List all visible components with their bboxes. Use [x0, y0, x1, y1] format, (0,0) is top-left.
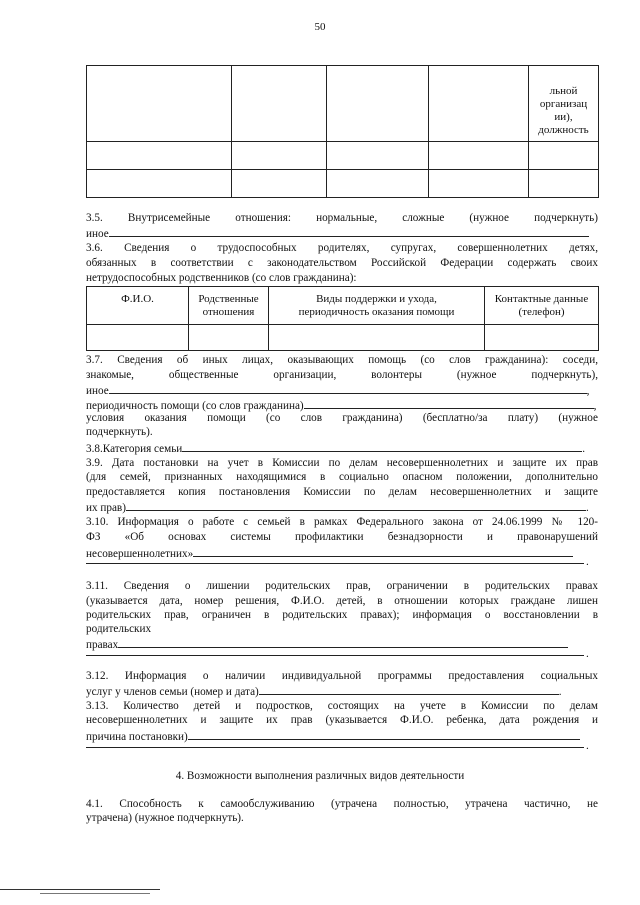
s35-other: иное	[86, 225, 598, 241]
s37-line2: знакомые, общественные организации, волонтеры (нужное подчеркнуть),	[86, 369, 598, 381]
section-4-title: 4. Возможности выполнения различных видов деятельности	[175, 770, 465, 782]
s37-other: иное ,	[86, 382, 598, 398]
table-cell	[232, 66, 327, 142]
table-row	[87, 170, 599, 198]
s310-line1: 3.10. Информация о работе с семьей в рамках Федерального закона от 24.06.1999 № 120-	[86, 516, 598, 528]
s38-field[interactable]	[182, 440, 582, 452]
s37-line1: 3.7. Сведения об иных лицах, оказывающих помощь (со слов гражданина): соседи,	[86, 354, 598, 366]
s39-line1: 3.9. Дата постановки на учет в Комиссии по делам несовершеннолетних и защите их прав	[86, 457, 598, 469]
table-header-row	[87, 287, 599, 325]
s37-line5: условия оказания помощи (со слов гражданина) (бесплатно/за плату) (нужное	[86, 412, 598, 424]
s36-line2: обязанных в соответствии с законодательством Российской Федерации содержать своих	[86, 257, 598, 269]
s311-field[interactable]	[118, 636, 568, 648]
s39-line4: их прав) .	[86, 499, 598, 515]
s38-family-category: 3.8.Категория семьи .	[86, 440, 598, 456]
s310-line3: несовершеннолетних»	[86, 545, 598, 561]
s39-line3: предоставляется копия постановления Комиссии по делам несовершеннолетних и защите	[86, 486, 598, 498]
table-row	[87, 142, 599, 170]
s313-field[interactable]	[188, 728, 580, 740]
s37-other-field[interactable]	[109, 382, 587, 394]
s41-line1: 4.1. Способность к самообслуживанию (утрачена полностью, утрачена частично, не	[86, 798, 598, 810]
s313-line3: причина постановки)	[86, 728, 598, 744]
s311-line5: правах	[86, 636, 598, 652]
s39-field[interactable]	[126, 499, 586, 511]
s313-line1: 3.13. Количество детей и подростков, состоящих на учете в Комиссии по делам	[86, 700, 598, 712]
page-number: 50	[314, 21, 326, 33]
s311-extra-line[interactable]	[86, 655, 584, 656]
s35-line1: 3.5. Внутрисемейные отношения: нормальные, сложные (нужное подчеркнуть)	[86, 212, 598, 224]
continuation-table	[86, 65, 599, 198]
footer-rule-secondary	[40, 893, 150, 894]
table-row	[87, 325, 599, 351]
table-row	[87, 66, 599, 142]
s310-field[interactable]	[193, 545, 573, 557]
s311-line1: 3.11. Сведения о лишении родительских прав, ограничении в родительских правах	[86, 580, 598, 592]
s312-field[interactable]	[259, 683, 559, 695]
col-fio: Ф.И.О.	[87, 287, 189, 325]
s35-other-field[interactable]	[109, 225, 589, 237]
s37-periodicity: периодичность помощи (со слов гражданина) ,	[86, 397, 598, 413]
footer-rule	[0, 889, 160, 890]
col-contacts: Контактные данные (телефон)	[485, 287, 599, 325]
s311-line3: родительских прав, ограничен в родительских правах); информация о восстановлении в	[86, 609, 598, 621]
s37-periodicity-field[interactable]	[304, 397, 594, 409]
relatives-table	[86, 286, 599, 351]
s39-line2: (для семей, признанных находящимися в социально опасном положении, дополнительно	[86, 471, 598, 483]
s312-line1: 3.12. Информация о наличии индивидуальной программы предоставления социальных	[86, 670, 598, 682]
s36-line1: 3.6. Сведения о трудоспособных родителях, супругах, совершеннолетних детях,	[86, 242, 598, 254]
s37-line6: подчеркнуть).	[86, 426, 153, 438]
s313-line2: несовершеннолетних и защите их прав (указывается Ф.И.О. ребенка, дата рождения и	[86, 714, 598, 726]
table-cell	[87, 66, 232, 142]
col-relation: Родственные отношения	[189, 287, 269, 325]
col-support: Виды поддержки и ухода, периодичность оказания помощи	[269, 287, 485, 325]
table-cell	[327, 66, 429, 142]
table-header-cell: льной организац ии), должность	[529, 66, 599, 142]
s310-extra-line[interactable]	[86, 563, 584, 564]
s311-line2: (указывается дата, номер решения, Ф.И.О. детей, в отношении которых граждане лишен	[86, 595, 598, 607]
s313-extra-line[interactable]	[86, 747, 584, 748]
s36-line3: нетрудоспособных родственников (со слов гражданина):	[86, 272, 357, 284]
table-cell	[429, 66, 529, 142]
s41-line2: утрачена) (нужное подчеркнуть).	[86, 812, 244, 824]
s311-line4: родительских	[86, 623, 152, 635]
s310-line2: ФЗ «Об основах системы профилактики безнадзорности и правонарушений	[86, 531, 598, 543]
s312-line2: услуг у членов семьи (номер и дата) .	[86, 683, 598, 699]
